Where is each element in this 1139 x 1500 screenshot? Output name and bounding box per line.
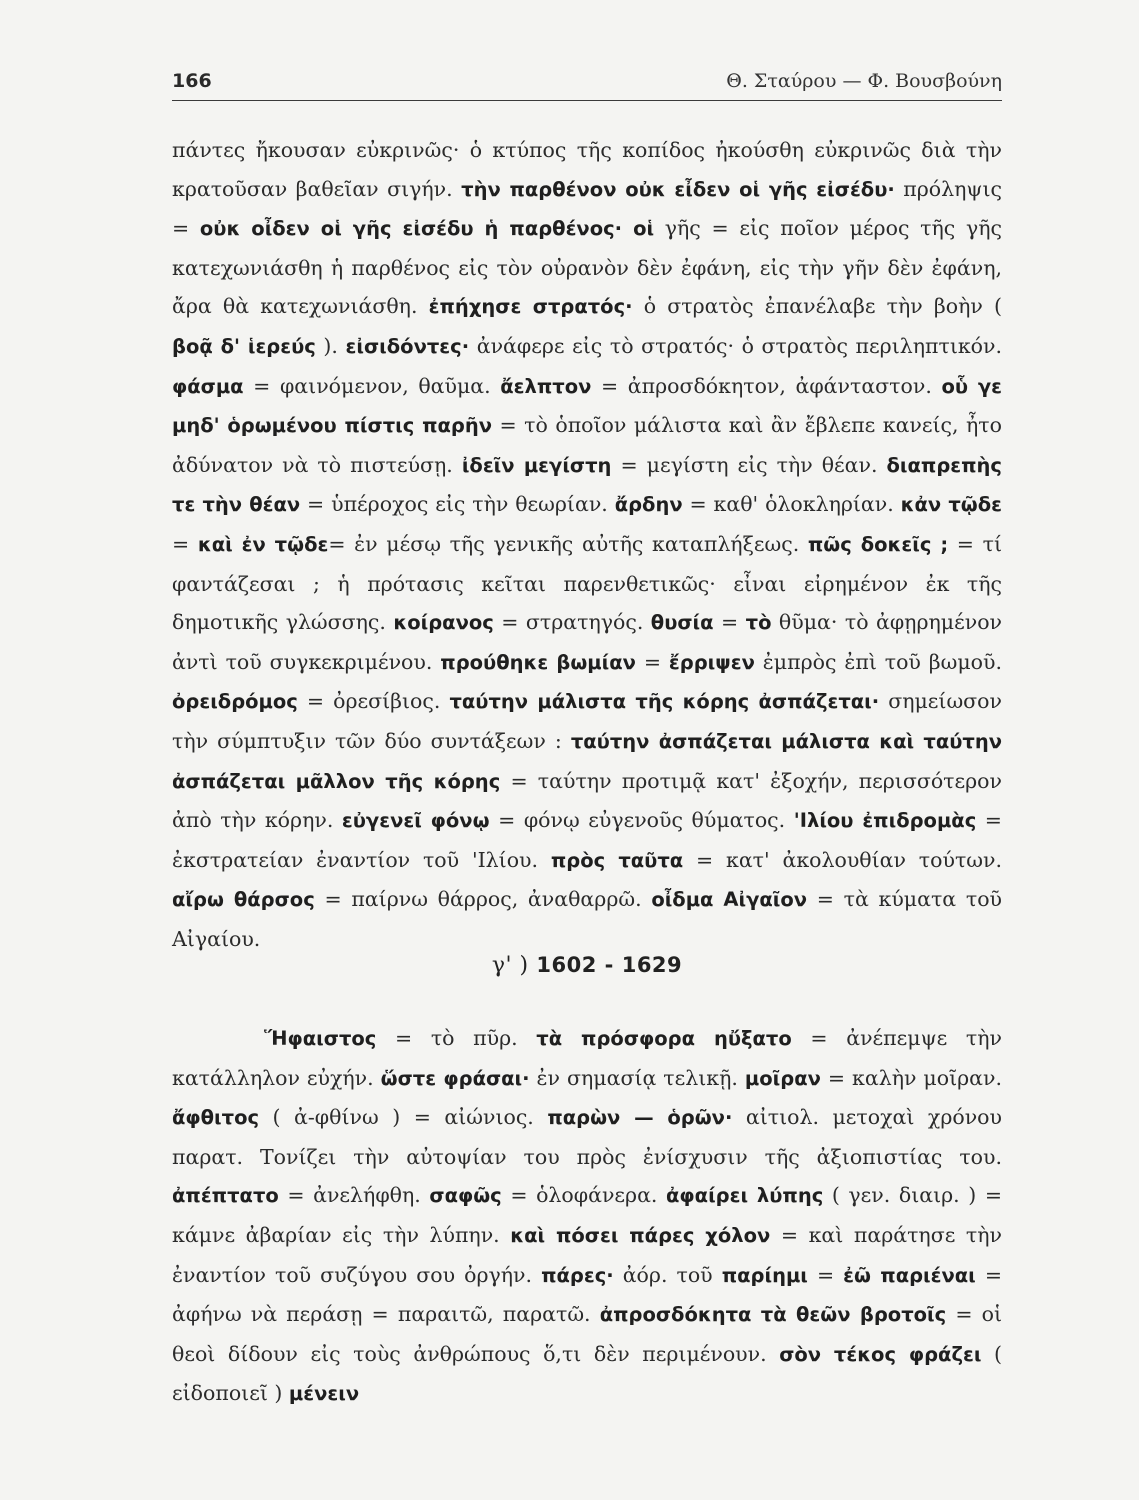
lemma: μένειν — [288, 1382, 360, 1406]
lemma: σαφῶς — [429, 1184, 502, 1208]
gloss: ( ἀ-φθίνω ) = αἰώνιος. — [259, 1105, 548, 1130]
page-number: 166 — [172, 70, 212, 92]
gloss: θῦμα· τὸ ἀφῃρημένον ἀντὶ τοῦ συγκεκριμένου. — [172, 610, 1002, 674]
gloss: = ἀνέπεμψε τὴν κατάλληλον εὐχήν. — [172, 1026, 1002, 1090]
lemma: εὐγενεῖ φόνῳ — [341, 809, 490, 833]
gloss: ἀόρ. τοῦ — [613, 1262, 722, 1287]
lemma: φάσμα — [172, 374, 244, 398]
lemma: παρίημι — [721, 1263, 808, 1287]
gloss: πάντες ἤκουσαν εὐκρινῶς· ὁ κτύπος τῆς κοπίδος ἠκούσθη εὐκρινῶς διὰ τὴν κρατοῦσαν βαθεῖαν σιγήν. — [172, 138, 1002, 201]
gloss: = ἀπροσδόκητον, ἀφάνταστον. — [591, 373, 942, 398]
gloss: = μεγίστη εἰς τὴν θέαν. — [611, 452, 887, 477]
commentary-paragraph — [172, 131, 1002, 958]
lemma: ἀπέπτατο — [172, 1184, 279, 1208]
lemma: ἐῶ παριέναι — [843, 1263, 976, 1287]
lemma: Ἥφαιστος — [264, 1027, 377, 1050]
gloss: = ἀφήνω νὰ περάσῃ = παραιτῶ, παρατῶ. — [172, 1262, 1002, 1327]
gloss: = τί φαντάζεσαι ; ἡ πρότασις κεῖται παρενθετικῶς· εἶναι εἰρημένον ἐκ τῆς δημοτικῆς γλώσσης. — [172, 531, 1002, 635]
commentary-block-1 — [172, 131, 1002, 958]
gloss: = — [713, 610, 746, 635]
lemma: θυσία — [650, 611, 714, 635]
lemma: κἀν τῷδε — [900, 493, 1002, 517]
lemma: τὰ πρόσφορα ηὔξατο — [536, 1027, 792, 1050]
lemma: ὥστε φράσαι· — [380, 1066, 530, 1090]
gloss: ἐν σημασίᾳ τελικῇ. — [529, 1065, 745, 1090]
gloss: πρόληψις = — [172, 176, 1002, 241]
gloss: = τὰ κύματα τοῦ Αἰγαίου. — [172, 887, 1002, 951]
gloss: = κατ' ἀκολουθίαν τούτων. — [683, 847, 1002, 872]
lemma: καὶ πόσει πάρες χόλον — [510, 1223, 771, 1247]
lemma: καὶ ἐν τῷδε — [197, 532, 329, 556]
gloss: = τὸ πῦρ. — [376, 1026, 537, 1050]
lemma: παρὼν — ὁρῶν· — [547, 1106, 733, 1130]
lemma: ὀρειδρόμος — [172, 690, 298, 714]
gloss: = ὀρεσίβιος. — [297, 689, 450, 714]
lemma: ἔρριψεν — [668, 650, 755, 674]
lemma: κοίρανος — [393, 611, 494, 635]
page-header — [172, 66, 1002, 101]
verse-range: 1602 - 1629 — [536, 953, 683, 977]
gloss: γῆς = εἰς ποῖον μέρος τῆς γῆς κατεχωνιάσθη ἡ παρθένος εἰς τὸν οὐρανὸν δὲν ἐφάνη, εἰς τὴν γῆν δὲν ἐφάνη, ἄρα θὰ κατεχωνιάσθη. — [172, 216, 1002, 319]
gloss: ( εἰδοποιεῖ ) — [172, 1341, 1002, 1406]
gloss: = καὶ παράτησε τὴν ἐναντίον τοῦ συζύγου σου ὀργήν. — [172, 1222, 1002, 1287]
commentary-paragraph — [172, 1019, 1002, 1414]
gloss: = καθ' ὁλοκληρίαν. — [682, 492, 901, 517]
lemma: 'Ιλίου ἐπιδρομὰς — [793, 809, 977, 833]
gloss: = στρατηγός. — [493, 610, 651, 635]
lemma: ἄφθιτος — [172, 1106, 260, 1130]
lemma: ἰδεῖν μεγίστη — [461, 453, 612, 477]
lemma: ταύτην μάλιστα τῆς κόρης ἀσπάζεται· — [449, 690, 880, 714]
gloss: = ἐν μέσῳ τῆς γενικῆς αὐτῆς καταπλήξεως. — [328, 531, 808, 556]
lemma: εἰσιδόντες· — [345, 334, 470, 358]
gloss: αἰτιολ. μετοχαὶ χρόνου παρατ. Τονίζει τὴν αὐτοψίαν του πρὸς ἐνίσχυσιν τῆς ἀξιοπιστίας του. — [172, 1105, 1002, 1169]
gloss: ὁ στρατὸς ἐπανέλαβε τὴν βοὴν ( — [632, 294, 1002, 319]
gloss: = ταύτην προτιμᾷ κατ' ἐξοχήν, περισσότερον ἀπὸ τὴν κόρην. — [172, 768, 1002, 833]
gloss: = παίρνω θάρρος, ἀναθαρρῶ. — [314, 887, 652, 912]
gloss: = οἱ θεοὶ δίδουν εἰς τοὺς ἀνθρώπους ὅ,τι δὲν περιμένουν. — [172, 1302, 1002, 1366]
gloss: = — [807, 1262, 844, 1287]
lemma: αἴρω θάρσος — [172, 888, 315, 912]
lemma: ἄρδην — [614, 493, 683, 517]
lemma: διαπρεπὴς τε τὴν θέαν — [172, 453, 1002, 517]
lemma: πάρες· — [541, 1263, 614, 1287]
gloss: = — [172, 531, 198, 556]
gloss: = ὁλοφάνερα. — [501, 1183, 667, 1208]
lemma: πρὸς ταῦτα — [550, 848, 684, 872]
lemma: σὸν τέκος φράζει — [779, 1342, 982, 1366]
lemma: πῶς δοκεῖς ; — [807, 532, 949, 556]
lemma: οἶδμα Αἰγαῖον — [651, 888, 808, 912]
gloss: = φόνῳ εὐγενοῦς θύματος. — [489, 808, 794, 833]
lemma: ἐπήχησε στρατός· — [428, 295, 633, 319]
gloss: ( γεν. διαιρ. ) = κάμνε ἀβαρίαν εἰς τὴν λύπην. — [172, 1183, 1002, 1247]
lemma: προύθηκε βωμίαν — [440, 650, 636, 674]
running-head: Θ. Σταύρου — Φ. Βουσβούνη — [726, 70, 1002, 92]
lemma: οὗ γε μηδ' ὁρωμένου πίστις παρῆν — [172, 374, 1003, 438]
lemma: ταύτην ἀσπάζεται μάλιστα καὶ ταύτην ἀσπάζεται μᾶλλον τῆς κόρης — [172, 729, 1002, 793]
gloss: ἐμπρὸς ἐπὶ τοῦ βωμοῦ. — [754, 649, 1002, 674]
lemma: βοᾷ δ' ἱερεύς — [172, 334, 316, 358]
gloss: = — [635, 649, 669, 674]
gloss: = ὑπέροχος εἰς τὴν θεωρίαν. — [300, 492, 615, 517]
gloss: = τὸ ὁποῖον μάλιστα καὶ ἂν ἔβλεπε κανείς, ἦτο ἀδύνατον νὰ τὸ πιστεύσῃ. — [172, 413, 1002, 477]
lemma: τὸ — [745, 611, 772, 635]
gloss: ). — [315, 333, 346, 358]
gloss: ἀνάφερε εἰς τὸ στρατός· ὁ στρατὸς περιληπτικόν. — [469, 333, 1002, 358]
gloss: = φαινόμενον, θαῦμα. — [243, 373, 501, 398]
section-heading — [172, 953, 1002, 978]
lemma: οὐκ οἶδεν οἱ γῆς εἰσέδυ ἡ παρθένος· οἱ — [199, 217, 655, 241]
gloss: = ἀνελήφθη. — [278, 1183, 430, 1208]
lemma: ἄελπτον — [500, 374, 592, 398]
lemma: ἀπροσδόκητα τὰ θεῶν βροτοῖς — [599, 1303, 947, 1327]
lemma: τὴν παρθένον οὐκ εἶδεν οἱ γῆς εἰσέδυ· — [461, 177, 895, 201]
lemma: ἀφαίρει λύπης — [666, 1184, 824, 1208]
section-letter: γ' ) — [491, 953, 529, 978]
gloss: = ἐκστρατείαν ἐναντίον τοῦ 'Ιλίου. — [172, 808, 1002, 872]
gloss: σημείωσον τὴν σύμπτυξιν τῶν δύο συντάξεων : — [172, 689, 1002, 753]
commentary-block-2 — [172, 1019, 1002, 1414]
lemma: μοῖραν — [744, 1066, 821, 1090]
gloss: = καλὴν μοῖραν. — [820, 1065, 1003, 1090]
